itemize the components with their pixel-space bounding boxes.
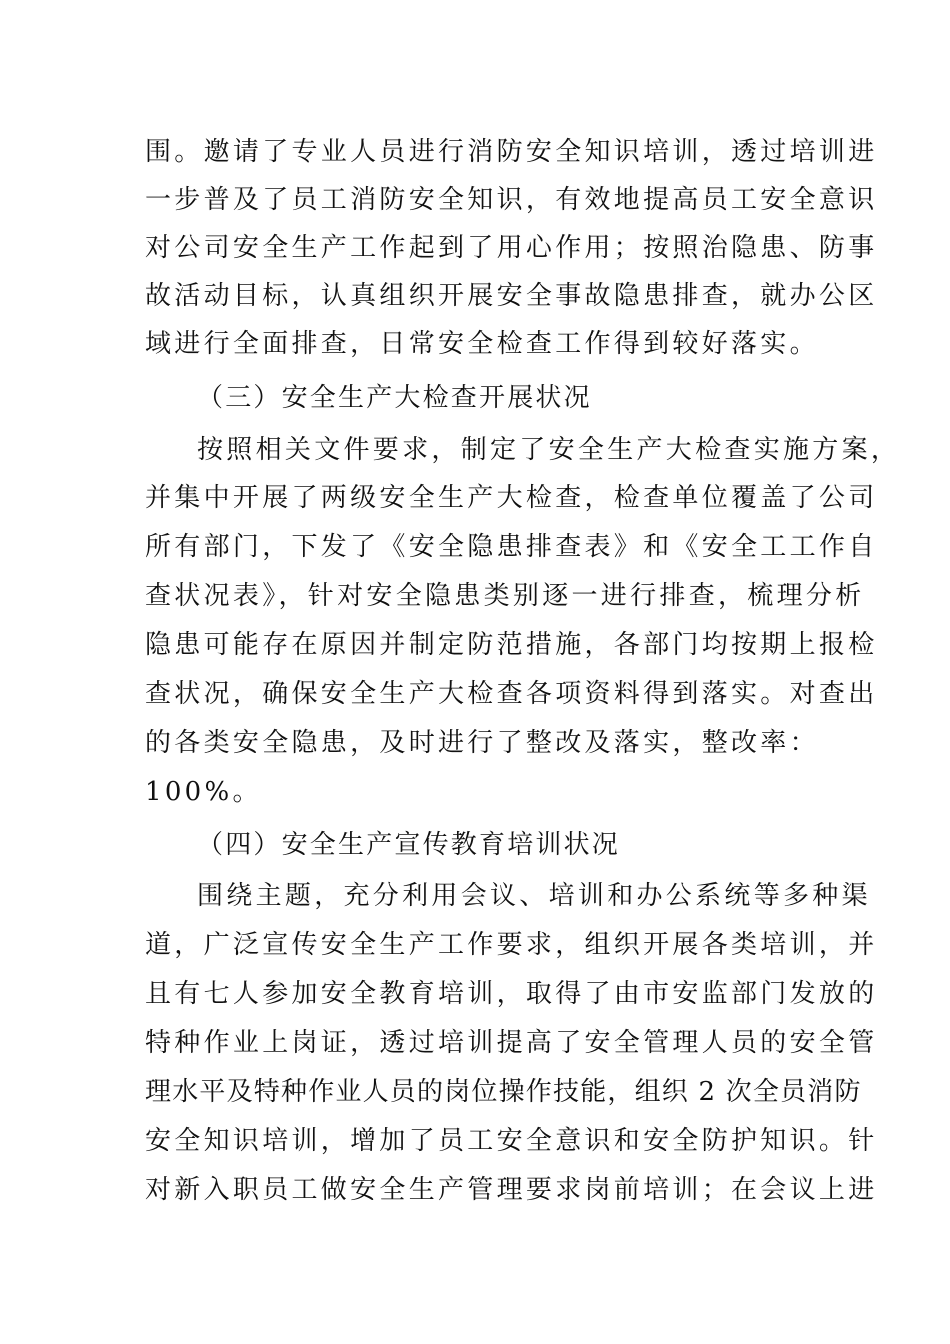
body-text-line: 理水平及特种作业人员的岗位操作技能，组织 2 次全员消防 xyxy=(145,1077,862,1107)
section-heading-3: （三）安全生产大检查开展状况 xyxy=(197,383,592,413)
body-text-line: 安全知识培训，增加了员工安全意识和安全防护知识。针 xyxy=(145,1126,878,1156)
body-text-line: 围绕主题，充分利用会议、培训和办公系统等多种渠 xyxy=(197,881,871,911)
body-text-line: 的各类安全隐患，及时进行了整改及落实，整改率： xyxy=(145,728,819,758)
body-text-line: 且有七人参加安全教育培训，取得了由市安监部门发放的 xyxy=(145,979,878,1009)
body-text-line: 围。邀请了专业人员进行消防安全知识培训，透过培训进 xyxy=(145,137,878,167)
body-text-line: 100%。 xyxy=(145,777,262,807)
body-text-line: 查状况表》，针对安全隐患类别逐一进行排查，梳理分析 xyxy=(145,581,865,611)
body-text-line: 按照相关文件要求，制定了安全生产大检查实施方案， xyxy=(197,435,901,465)
body-text-line: 查状况，确保安全生产大检查各项资料得到落实。对查出 xyxy=(145,679,878,709)
body-text-line: 并集中开展了两级安全生产大检查，检查单位覆盖了公司 xyxy=(145,483,878,513)
body-text-line: 域进行全面排查，日常安全检查工作得到较好落实。 xyxy=(145,329,819,359)
body-text-line: 隐患可能存在原因并制定防范措施，各部门均按期上报检 xyxy=(145,630,878,660)
section-heading-4: （四）安全生产宣传教育培训状况 xyxy=(197,830,621,860)
body-text-line: 特种作业上岗证，透过培训提高了安全管理人员的安全管 xyxy=(145,1028,878,1058)
body-text-line: 对新入职员工做安全生产管理要求岗前培训；在会议上进 xyxy=(145,1175,878,1205)
body-text-line: 道，广泛宣传安全生产工作要求，组织开展各类培训，并 xyxy=(145,930,878,960)
body-text-line: 所有部门，下发了《安全隐患排查表》和《安全工工作自 xyxy=(145,532,878,562)
body-text-line: 一步普及了员工消防安全知识，有效地提高员工安全意识 xyxy=(145,185,878,215)
body-text-line: 故活动目标，认真组织开展安全事故隐患排查，就办公区 xyxy=(145,281,878,311)
body-text-line: 对公司安全生产工作起到了用心作用；按照治隐患、防事 xyxy=(145,233,878,263)
